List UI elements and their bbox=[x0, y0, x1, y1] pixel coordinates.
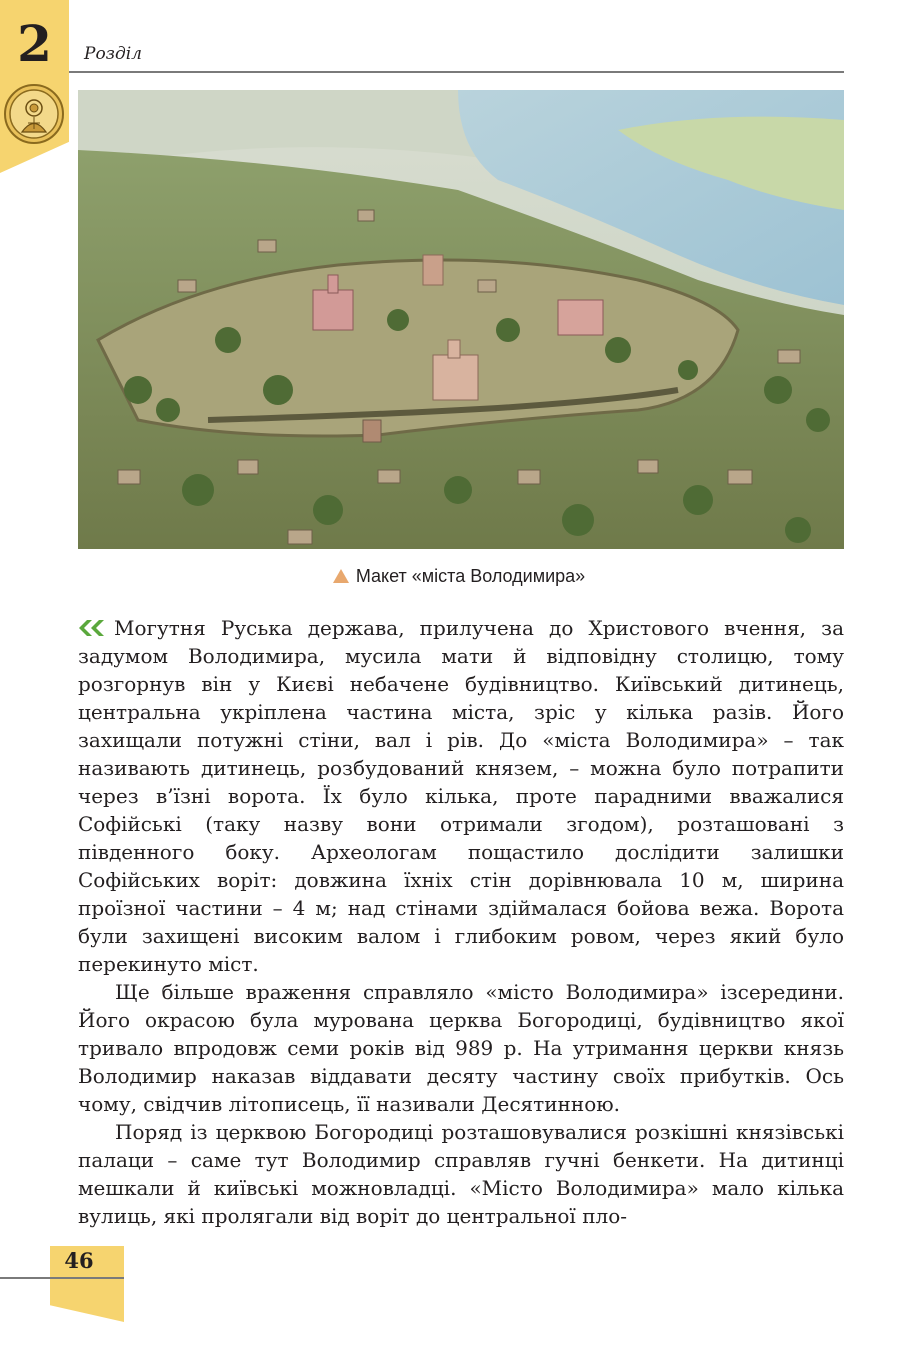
paragraph-3: Поряд із церквою Богородиці розташовувалися розкішні князівські палаци – саме тут Володимир справляв гучні бенкети. На дитинці мешкали й київські можновладці. «Місто Володимира» мало кілька вулиць, які пролягали від воріт до центральної пло- bbox=[78, 1120, 844, 1228]
paragraph-2: Ще більше враження справляло «місто Володимира» ізсередини. Його окрасою була мурована церква Богородиці, будівництво якої тривало впродовж семи років від 989 р. На утримання церкви князь Володимир наказав віддавати десяту частину своїх прибутків. Ось чому, свідчив літописець, її називали Десятинною. bbox=[78, 980, 844, 1116]
caption-text: Макет «міста Володимира» bbox=[355, 566, 586, 586]
header-rule bbox=[69, 71, 844, 73]
illustration-caption bbox=[0, 566, 918, 587]
body-text bbox=[78, 614, 844, 1230]
paragraph-1-text: Могутня Руська держава, прилучена до Христового вчення, за задумом Володимира, мусила мати й відповідну столицю, тому розгорнув він у Києві небачене будівництво. Київський дитинець, центральна укріплена частина міста, зріс у кілька разів. Його захищали потужні стіни, вал і рів. До «міста Володимира» – так називають дитинець, розбудований князем, – можна було потрапити через в’їзні ворота. Їх було кілька, проте парадними вважалися Софійські (таку назву вони отримали згодом), розташовані з південного боку. Археологам пощастило дослідити залишки Софійських воріт: довжина їхніх стін дорівнювала 10 м, ширина проїзної частини – 4 м; над стінами здіймалася бойова вежа. Ворота були захищені високим валом і глибоким ровом, через який було перекинуто міст. bbox=[78, 616, 844, 976]
quote-marker-icon bbox=[78, 619, 114, 637]
city-model-photo bbox=[78, 90, 844, 549]
chapter-number: 2 bbox=[17, 14, 52, 73]
saint-medallion-icon bbox=[3, 83, 65, 145]
footer-rule bbox=[0, 1277, 124, 1279]
paragraph-1 bbox=[78, 614, 844, 978]
triangle-marker-icon bbox=[333, 569, 349, 583]
chapter-label: Розділ bbox=[84, 44, 142, 64]
page-number: 46 bbox=[64, 1248, 94, 1273]
